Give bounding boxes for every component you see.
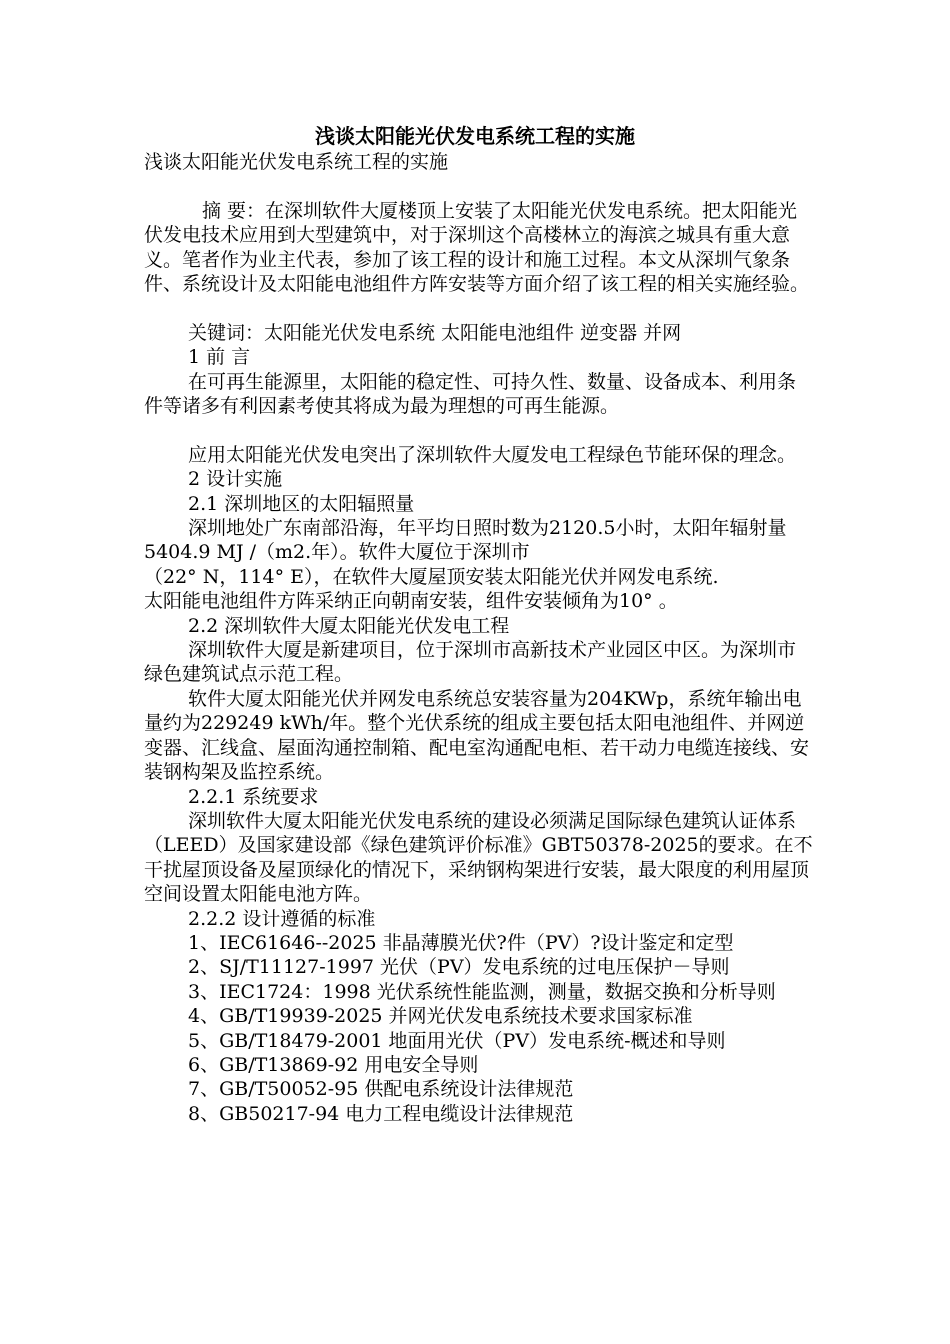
blank-line — [144, 418, 814, 442]
paragraph-capacity: 软件大厦太阳能光伏并网发电系统总安装容量为204KWp，系统年输出电量约为229249 kWh/年。整个光伏系统的组成主要包括太阳电池组件、并网逆变器、汇线盒、屋面沟通控制箱、配电室沟通配电柜、若干动力电缆连接线、安装钢构架及监控系统。 — [144, 687, 810, 784]
standard-item: 1、IEC61646--2025 非晶薄膜光伏?件（PV）?设计鉴定和定型 — [188, 931, 734, 954]
heading-irradiance: 2.1 深圳地区的太阳辐照量 — [188, 492, 415, 515]
heading-project: 2.2 深圳软件大厦太阳能光伏发电工程 — [188, 614, 510, 637]
paragraph-irradiance-c: 太阳能电池组件方阵采纳正向朝南安装，组件安装倾角为10° 。 — [144, 590, 678, 613]
paragraph-irradiance-a: 深圳地处广东南部沿海，年平均日照时数为2120.5小时，太阳年辐射量5404.9 MJ /（m2.年）。软件大厦位于深圳市 — [144, 517, 787, 564]
standard-item: 7、GB/T50052-95 供配电系统设计法律规范 — [188, 1078, 574, 1101]
paragraph-irradiance-b: （22° N，114° E），在软件大厦屋顶安装太阳能光伏并网发电系统. — [144, 565, 719, 588]
blank-line — [144, 296, 814, 320]
standard-item: 2、SJ/T11127-1997 光伏（PV）发电系统的过电压保护－导则 — [188, 956, 730, 979]
blank-line — [144, 174, 814, 198]
document-subtitle: 浅谈太阳能光伏发电系统工程的实施 — [144, 151, 449, 173]
paragraph-renewable: 在可再生能源里，太阳能的稳定性、可持久性、数量、设备成本、利用条件等诸多有利因素考使其将成为最为理想的可再生能源。 — [144, 370, 797, 418]
paragraph-requirements: 深圳软件大厦太阳能光伏发电系统的建设必须满足国际绿色建筑认证体系（LEED）及国家建设部《绿色建筑评价标准》GBT50378-2025的要求。在不干扰屋顶设备及屋顶绿化的情况下，采纳钢构架进行安装，最大限度的利用屋顶空间设置太阳能电池方阵。 — [144, 809, 813, 906]
heading-preface: 1 前 言 — [188, 346, 251, 369]
standard-item: 6、GB/T13869-92 用电安全导则 — [188, 1053, 479, 1076]
standard-item: 5、GB/T18479-2001 地面用光伏（PV）发电系统-概述和导则 — [188, 1029, 726, 1052]
standard-item: 8、GB50217-94 电力工程电缆设计法律规范 — [188, 1102, 574, 1125]
paragraph-project: 深圳软件大厦是新建项目，位于深圳市高新技术产业园区中区。为深圳市绿色建筑试点示范工程。 — [144, 639, 797, 686]
heading-design: 2 设计实施 — [188, 468, 283, 491]
paragraph-application: 应用太阳能光伏发电突出了深圳软件大厦发电工程绿色节能环保的理念。 — [188, 443, 797, 466]
document-title: 浅谈太阳能光伏发电系统工程的实施 — [315, 124, 635, 148]
abstract-paragraph: 摘 要：在深圳软件大厦楼顶上安装了太阳能光伏发电系统。把太阳能光伏发电技术应用到大型建筑中，对于深圳这个高楼林立的海滨之城具有重大意义。笔者作为业主代表，参加了该工程的设计和施工过程。本文从深圳气象条件、系统设计及太阳能电池组件方阵安装等方面介绍了该工程的相关实施经验。 — [144, 199, 810, 296]
keywords-line: 关键词：太阳能光伏发电系统 太阳能电池组件 逆变器 并网 — [188, 321, 682, 344]
document-body — [144, 150, 814, 1126]
standard-item: 4、GB/T19939-2025 并网光伏发电系统技术要求国家标准 — [188, 1005, 693, 1028]
heading-requirements: 2.2.1 系统要求 — [188, 785, 319, 808]
standard-item: 3、IEC1724：1998 光伏系统性能监测，测量，数据交换和分析导则 — [188, 980, 776, 1003]
heading-standards: 2.2.2 设计遵循的标准 — [188, 907, 376, 930]
